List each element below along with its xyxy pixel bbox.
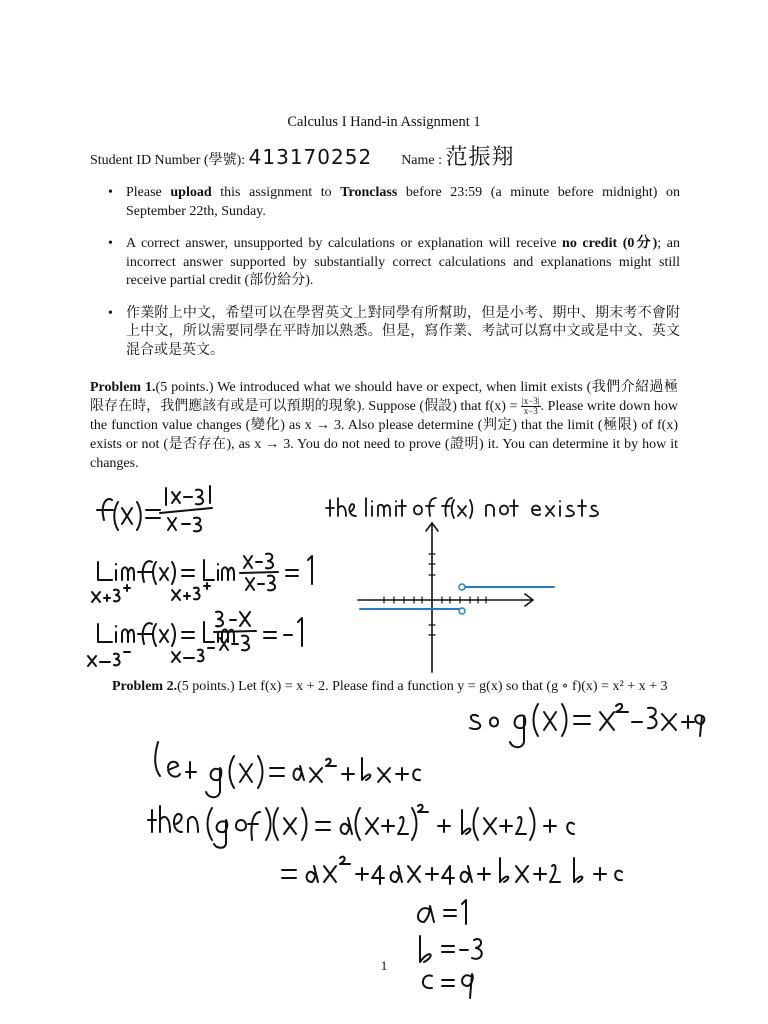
name-label: Name : [401,153,443,168]
handwritten-let-line [155,742,420,797]
problem-1: Problem 1.(5 points.) We introduced what we should have or expect, when limit exists (我們介紹過極限存在時，我們應該有或是可以預期的現象). Suppose (假設) that f(x) = $\frac{|x-3|}{x-3}$ . Please write down how the function value changes (變化) as x → 3. Also please determine (判定) that the limit (極限) of f(x) exists or not (是否存在), as x → 3. You do not need to prove (證明) it. You can determine it by how it changes. [90,380,678,472]
problem-2-label: Problem 2. [112,679,178,694]
student-id-value: 413170252 [248,145,373,169]
handwritten-fx-definition [97,486,212,531]
handwritten-conclusion [326,498,598,518]
handwritten-right-limit [92,554,312,602]
problem-1-label: Problem 1. [90,380,156,395]
instruction-item: • Please upload this assignment to Tronclass before 23:59 (a minute before midnight) on September 22th, Sunday. [108,185,680,219]
fraction: $\frac{|x-3|}{x-3}$ [521,396,540,417]
handwritten-so-line [470,704,704,747]
student-id-label: Student ID Number (學號): [90,153,246,168]
page-number: 1 [380,958,388,973]
page-title: Calculus I Hand-in Assignment 1 [287,114,481,130]
problem-2: Problem 2.(5 points.) Let f(x) = x + 2. Please find a function y = g(x) so that (g ∘ f)(x) = x² + x + 3 [112,679,668,694]
handwritten-then-line [148,805,574,848]
instruction-item: • A correct answer, unsupported by calculations or explanation will receive no credit (0分); an incorrect answer supported by substantially correct calculations and explanations might still receive partial credit (部份給分). [108,236,680,288]
handwritten-expand-line [282,857,622,884]
handwritten-coefficients [418,900,482,998]
handwritten-left-limit [88,612,302,666]
student-name-value: 范振翔 [445,145,515,170]
function-graph [358,523,554,672]
instruction-item: • 作業附上中文，希望可以在學習英文上對同學有所幫助，但是小考、期中、期末考不會附上中文，所以需要同學在平時加以熟悉。但是，寫作業、考試可以寫中文或是中文、英文混合或是英文。 [108,305,680,358]
